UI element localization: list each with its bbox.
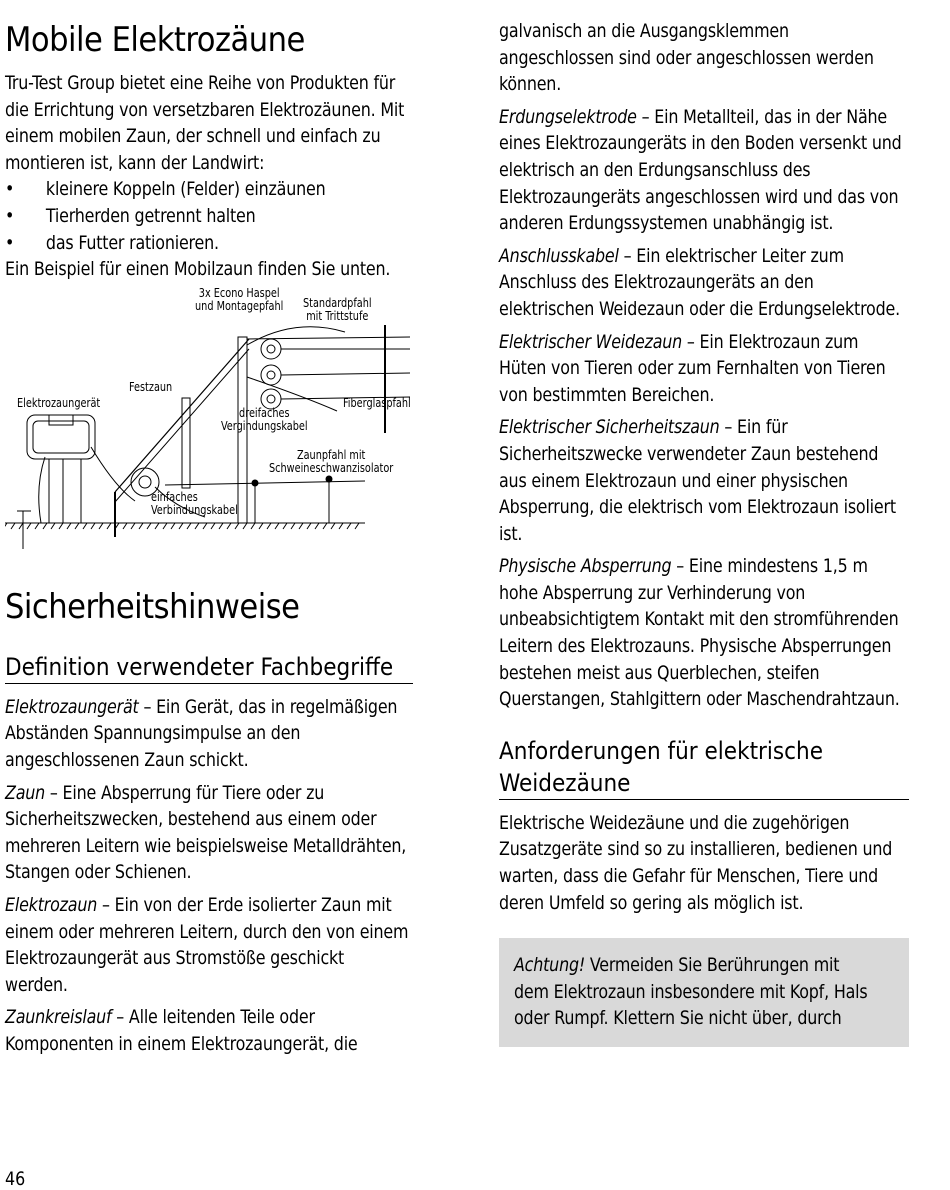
requirements-title: Anforderungen für elektrische Weidezäune [499, 736, 824, 797]
definition: Elektrischer Weidezaun – Ein Elektrozaun zum Hüten von Tieren oder zum Fernhalten von Tieren von bestimmten Bereichen. [499, 330, 886, 406]
definition: Elektrozaun – Ein von der Erde isolierter Zaun mit einem oder mehreren Leitern, durch den von einem Elektrozaungerät aus Stromstöße geschickt werden. [5, 893, 409, 996]
right-column [499, 18, 909, 1047]
example-paragraph: Ein Beispiel für einen Mobilzaun finden Sie unten. [5, 258, 391, 281]
label-standardpfahl: Standardpfahl mit Trittstufe [303, 295, 372, 323]
requirements-paragraph: Elektrische Weidezäune und die zugehörigen Zusatzgeräte sind so zu installieren, bedienen und warten, dass die Gefahr für Menschen, Tiere und deren Umfeld so gering als möglich ist. [499, 811, 893, 914]
mobile-fence-diagram [5, 287, 415, 555]
page-title: Mobile Elektrozäune [5, 20, 305, 60]
left-column [5, 18, 413, 1063]
energizer-box [27, 415, 95, 459]
definition: Elektrischer Sicherheitszaun – Ein für Sicherheitszwecke verwendeter Zaun bestehend aus einem Elektrozaun und einer physischen Absperrung, die elektrisch vom Elektrozaun isoliert ist. [499, 416, 896, 545]
definition: Elektrozaungerät – Ein Gerät, das in regelmäßigen Abständen Spannungsimpulse an den angeschlossenen Zaun schickt. [5, 695, 398, 771]
definition-term: Elektrozaun [5, 893, 98, 916]
continuation-paragraph: galvanisch an die Ausgangsklemmen angeschlossen sind oder angeschlossen werden können. [499, 20, 874, 96]
intro-paragraph: Tru-Test Group bietet eine Reihe von Produkten für die Errichtung von versetzbaren Elektrozäunen. Mit einem mobilen Zaun, der schnell und einfach zu montieren ist, kann der Landwirt: [5, 72, 405, 174]
definitions-right [499, 18, 907, 713]
definition: Erdungselektrode – Ein Metallteil, das in der Nähe eines Elektrozaungeräts in den Boden versenkt und elektrisch an den Erdungsanschluss des Elektrozaungeräts angeschlossen wird und das von anderen Erdungssystemen unabhängig ist. [499, 105, 902, 235]
reel-2 [261, 365, 281, 385]
warning-term: Achtung! [514, 954, 586, 977]
bullet-item: • kleinere Koppeln (Felder) einzäunen [5, 176, 411, 203]
label-zaunpfahl: Zaunpfahl mit Schweineschwanzisolator [269, 447, 394, 475]
definition: Zaunkreislauf – Alle leitenden Teile oder Komponenten in einem Elektrozaungerät, die [5, 1006, 358, 1055]
warning-box [499, 938, 909, 1047]
definitions-left [5, 694, 411, 1058]
bullet-item: • das Futter rationieren. [5, 230, 411, 257]
definition-term: Elektrischer Sicherheitszaun [499, 416, 720, 439]
definition-term: Erdungselektrode [499, 105, 637, 128]
definition-term: Physische Absperrung [499, 555, 672, 578]
definition: Physische Absperrung – Eine mindestens 1,5 m hohe Absperrung zur Verhinderung von unbeabsichtigtem Kontakt mit den stromführenden Leitern des Elektrozauns. Physische Absperrungen bestehen meist aus Querblechen, steifen Querstangen, Stahlgittern oder Maschendrahtzaun. [499, 555, 900, 711]
label-fiberglaspfahl: Fiberglaspfahl [343, 395, 411, 410]
label-haspel: 3x Econo Haspel und Montagepfahl [195, 285, 284, 313]
subsection-heading-wrap [5, 651, 413, 684]
definition-term: Zaun [5, 781, 46, 804]
bullet-list [5, 176, 411, 256]
definition-term: Zaunkreislauf [5, 1006, 112, 1029]
definition-term: Elektrischer Weidezaun [499, 330, 683, 353]
label-einfaches: einfaches Verbindungskabel [151, 489, 238, 517]
reel-1 [261, 339, 281, 359]
definition: Zaun – Eine Absperrung für Tiere oder zu Sicherheitszwecken, bestehend aus einem oder mehreren Leitern wie beispielsweise Metalldrähten, Stangen oder Schienen. [5, 781, 407, 884]
definition-term: Anschlusskabel [499, 244, 619, 267]
label-elektrozaungeraet: Elektrozaungerät [17, 395, 101, 410]
subsection-title: Definition verwendeter Fachbegriffe [5, 652, 394, 681]
section-title: Sicherheitshinweise [5, 586, 300, 627]
label-dreifaches: dreifaches Vergindungskabel [221, 405, 308, 433]
page-number: 46 [5, 1168, 26, 1190]
bullet-item: • Tierherden getrennt halten [5, 203, 411, 230]
definition: Anschlusskabel – Ein elektrischer Leiter zum Anschluss des Elektrozaungeräts an den elektrischen Weidezaun oder die Erdungselektrode. [499, 244, 900, 320]
requirements-heading-wrap [499, 735, 909, 800]
definition-term: Elektrozaungerät [5, 695, 139, 718]
label-festzaun: Festzaun [129, 379, 173, 394]
warning-paragraph: Achtung! Vermeiden Sie Berührungen mit dem Elektrozaun insbesondere mit Kopf, Hals oder Rumpf. Klettern Sie nicht über, durch [514, 954, 868, 1030]
